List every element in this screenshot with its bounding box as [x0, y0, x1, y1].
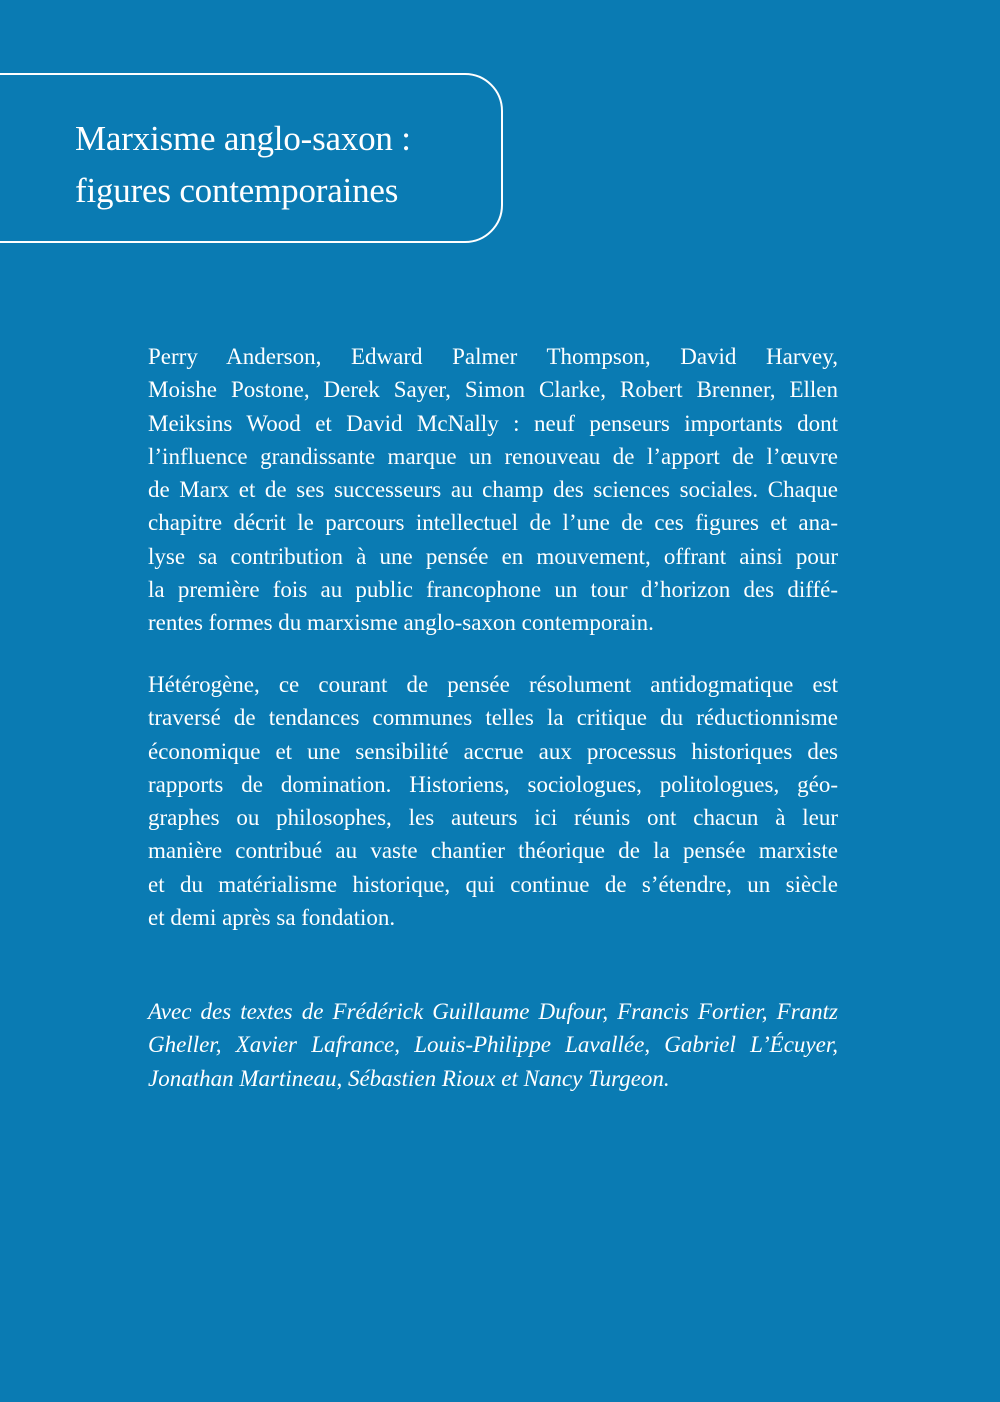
- book-title-line: figures contemporaines: [75, 171, 399, 210]
- text-line: et demi après sa fondation.: [148, 905, 396, 931]
- text-line: lyse sa contribution à une pensée en mouvement, offrant ainsi pour: [148, 543, 838, 569]
- text-line: économique et une sensibilité accrue aux processus historiques des: [148, 738, 838, 764]
- text-line: chapitre décrit le parcours intellectuel de l’une de ces figures et ana-: [148, 510, 838, 536]
- text-line: et du matérialisme historique, qui continue de s’étendre, un siècle: [148, 871, 838, 897]
- text-line: Moishe Postone, Derek Sayer, Simon Clarke, Robert Brenner, Ellen: [148, 377, 838, 403]
- text-line: manière contribué au vaste chantier théorique de la pensée marxiste: [148, 838, 838, 864]
- book-title: [75, 113, 411, 217]
- book-title-line: Marxisme anglo-saxon :: [75, 119, 411, 158]
- text-line: l’influence grandissante marque un renouveau de l’apport de l’œuvre: [148, 443, 838, 469]
- text-line: rapports de domination. Historiens, sociologues, politologues, géo-: [148, 771, 838, 797]
- text-line: Avec des textes de Frédérick Guillaume Dufour, Francis Fortier, Frantz: [148, 999, 838, 1024]
- summary-paragraph-1: [148, 340, 838, 640]
- text-line: Gheller, Xavier Lafrance, Louis-Philippe Lavallée, Gabriel L’Écuyer,: [148, 1032, 838, 1058]
- text-line: de Marx et de ses successeurs au champ des sciences sociales. Chaque: [148, 477, 838, 503]
- text-line: Jonathan Martineau, Sébastien Rioux et Nancy Turgeon.: [148, 1065, 670, 1091]
- text-line: graphes ou philosophes, les auteurs ici réunis ont chacun à leur: [148, 805, 838, 831]
- summary-paragraph-2: [148, 668, 838, 934]
- text-line: Perry Anderson, Edward Palmer Thompson, David Harvey,: [148, 344, 838, 369]
- text-line: rentes formes du marxisme anglo-saxon contemporain.: [148, 610, 654, 636]
- text-line: traversé de tendances communes telles la critique du réductionnisme: [148, 705, 838, 731]
- text-line: Hétérogène, ce courant de pensée résolument antidogmatique est: [148, 672, 838, 697]
- contributors-paragraph: [148, 995, 838, 1095]
- text-line: la première fois au public francophone un tour d’horizon des diffé-: [148, 577, 838, 603]
- text-line: Meiksins Wood et David McNally : neuf penseurs importants dont: [148, 410, 838, 436]
